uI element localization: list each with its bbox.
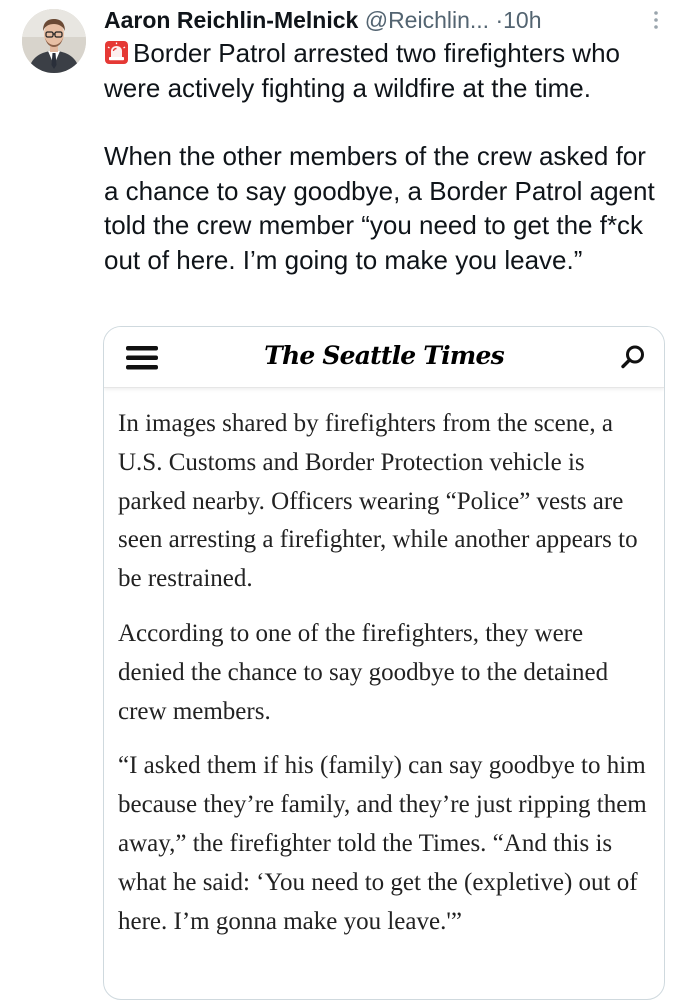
article-paragraph-1: In images shared by firefighters from the scene, a U.S. Customs and Border Protection vehicle is parked nearby. Officers wearing “Police” vests are seen arresting a firefighter, while another appears to be restrained. — [118, 410, 638, 593]
link-preview-card[interactable] — [103, 326, 665, 1000]
author-handle[interactable]: @Reichlin... — [364, 7, 490, 33]
avatar[interactable] — [22, 9, 86, 73]
article-paragraph-2: According to one of the firefighters, they were denied the chance to say goodbye to the detained crew members. — [118, 619, 609, 725]
tweet-paragraph-1 — [104, 36, 664, 105]
article-excerpt — [118, 405, 653, 941]
seattle-times-logo: The Seattle Times — [264, 341, 504, 370]
card-header — [104, 327, 664, 388]
search-icon — [620, 344, 646, 370]
hamburger-menu-icon — [126, 344, 158, 372]
siren-emoji-icon — [104, 39, 129, 64]
article-paragraph-3: “I asked them if his (family) can say goodbye to him because they’re family, and they’re just ripping them away,” the firefighter told the Times. “And this is what he said: ‘You need to get the (expletive) out of here. I’m gonna make you leave.'” — [118, 752, 647, 935]
author-name[interactable]: Aaron Reichlin-Melnick — [104, 7, 359, 33]
tweet-body — [104, 36, 664, 277]
more-vertical-icon[interactable] — [646, 10, 666, 30]
tweet-paragraph-2: When the other members of the crew asked for a chance to say goodbye, a Border Patrol agent told the crew member “you need to get the f*ck out of here. I’m going to make you leave.” — [104, 141, 655, 275]
timestamp[interactable]: 10h — [503, 7, 542, 33]
tweet-paragraph-1-text: Border Patrol arrested two firefighters who were actively fighting a wildfire at the time. — [104, 38, 620, 103]
tweet-header — [104, 4, 664, 36]
separator-dot: · — [495, 7, 504, 33]
